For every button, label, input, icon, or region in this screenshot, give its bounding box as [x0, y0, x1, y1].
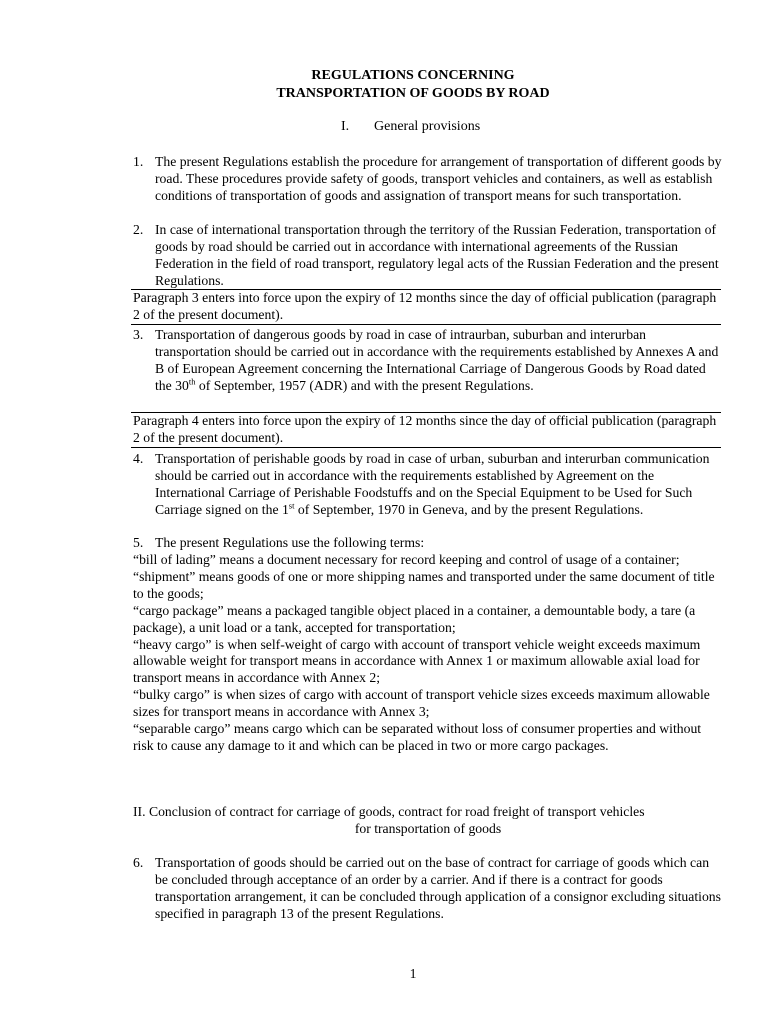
paragraph-text-part: of September, 1957 (ADR) and with the present Regulations. [195, 377, 534, 393]
paragraph-text-part: Transportation of dangerous goods by road in case of intraurban, suburban and interurban transportation should be carried out in accordance with the requirements established by Annexes A and B of European Agreement concerning the International Carriage of Dangerous Goods by Road dated the 30 [155, 327, 719, 393]
section-2-heading-line-1: II. Conclusion of contract for carriage of goods, contract for road freight of transport vehicles [133, 804, 645, 819]
paragraph-number: 3. [133, 327, 144, 342]
page-number: 1 [409, 966, 417, 981]
paragraph-number: 6. [133, 855, 144, 870]
paragraph-text: The present Regulations use the following terms: [155, 535, 425, 550]
term-definition: “separable cargo” means cargo which can be separated without loss of consumer properties and without risk to cause any damage to it and which can be placed in two or more cargo packages. [133, 721, 702, 753]
paragraph-text-part: of September, 1970 in Geneva, and by the present Regulations. [294, 501, 644, 517]
paragraph-text: Transportation of goods should be carried out on the base of contract for carriage of goods which can be concluded through acceptance of an order by a carrier. And if there is a contract for goods transportation arrangement, it can be concluded through application of a consignor excluding situations specified in paragraph 13 of the present Regulations. [155, 855, 721, 921]
document-title-line-2: TRANSPORTATION OF GOODS BY ROAD [276, 86, 550, 101]
paragraph-number: 4. [133, 451, 144, 466]
document-title-line-1: REGULATIONS CONCERNING [311, 68, 515, 83]
editorial-note-paragraph-3: Paragraph 3 enters into force upon the expiry of 12 months since the day of official publication (paragraph 2 of the present document). [131, 289, 721, 325]
term-definition: “cargo package” means a packaged tangible object placed in a container, a demountable body, a tare (a package), a unit load or a tank, accepted for transportation; [133, 602, 696, 635]
term-definition: “heavy cargo” is when self-weight of cargo with account of transport vehicle weight exceeds maximum allowable weight for transport means in accordance with Annex 1 or maximum allowable axial load for transport means in accordance with Annex 2; [133, 636, 701, 686]
term-definition: “shipment” means goods of one or more shipping names and transported under the same document of title to the goods; [133, 568, 715, 601]
paragraph-number: 1. [133, 154, 144, 169]
paragraph-text: The present Regulations establish the procedure for arrangement of transportation of different goods by road. These procedures provide safety of goods, transport vehicles and containers, as well as establish conditions of transportation of goods and assignation of transport means for such transportation. [155, 154, 722, 203]
paragraph-5 [133, 535, 723, 552]
paragraph-1 [133, 154, 723, 205]
paragraph-text [155, 327, 723, 395]
section-1-title: General provisions [374, 119, 481, 134]
paragraph-number: 5. [133, 535, 144, 550]
section-1-number: I. [341, 119, 350, 134]
paragraph-2 [133, 222, 723, 290]
ordinal-suffix: st [288, 500, 295, 511]
paragraph-3 [133, 327, 723, 395]
paragraph-6 [133, 855, 723, 923]
section-2-heading [133, 804, 723, 838]
paragraph-text [155, 451, 723, 519]
paragraph-4 [133, 451, 723, 519]
editorial-note-paragraph-4: Paragraph 4 enters into force upon the expiry of 12 months since the day of official publication (paragraph 2 of the present document). [131, 412, 721, 448]
section-1-heading [341, 119, 480, 136]
paragraph-number: 2. [133, 222, 144, 237]
ordinal-suffix: th [188, 376, 196, 387]
section-2-heading-line-2: for transportation of goods [354, 820, 502, 836]
term-definition: “bulky cargo” is when sizes of cargo with account of transport vehicle sizes exceeds maximum allowable sizes for transport means in accordance with Annex 3; [133, 687, 710, 720]
term-definition: “bill of lading” means a document necessary for record keeping and control of usage of a container; [133, 552, 680, 567]
paragraph-text-part: Transportation of perishable goods by road in case of urban, suburban and interurban communication should be carried out in accordance with the requirements established by Agreement on the International Carriage of Perishable Foodstuffs and on the Special Equipment to be Used for Such Carriage signed on the 1 [155, 451, 710, 517]
paragraph-text: In case of international transportation through the territory of the Russian Federation, transportation of goods by road should be carried out in accordance with international agreements of the Russian Federation in the field of road transport, regulatory legal acts of the Russian Federation and the present Regulations. [155, 222, 719, 288]
terms-list [133, 552, 723, 755]
